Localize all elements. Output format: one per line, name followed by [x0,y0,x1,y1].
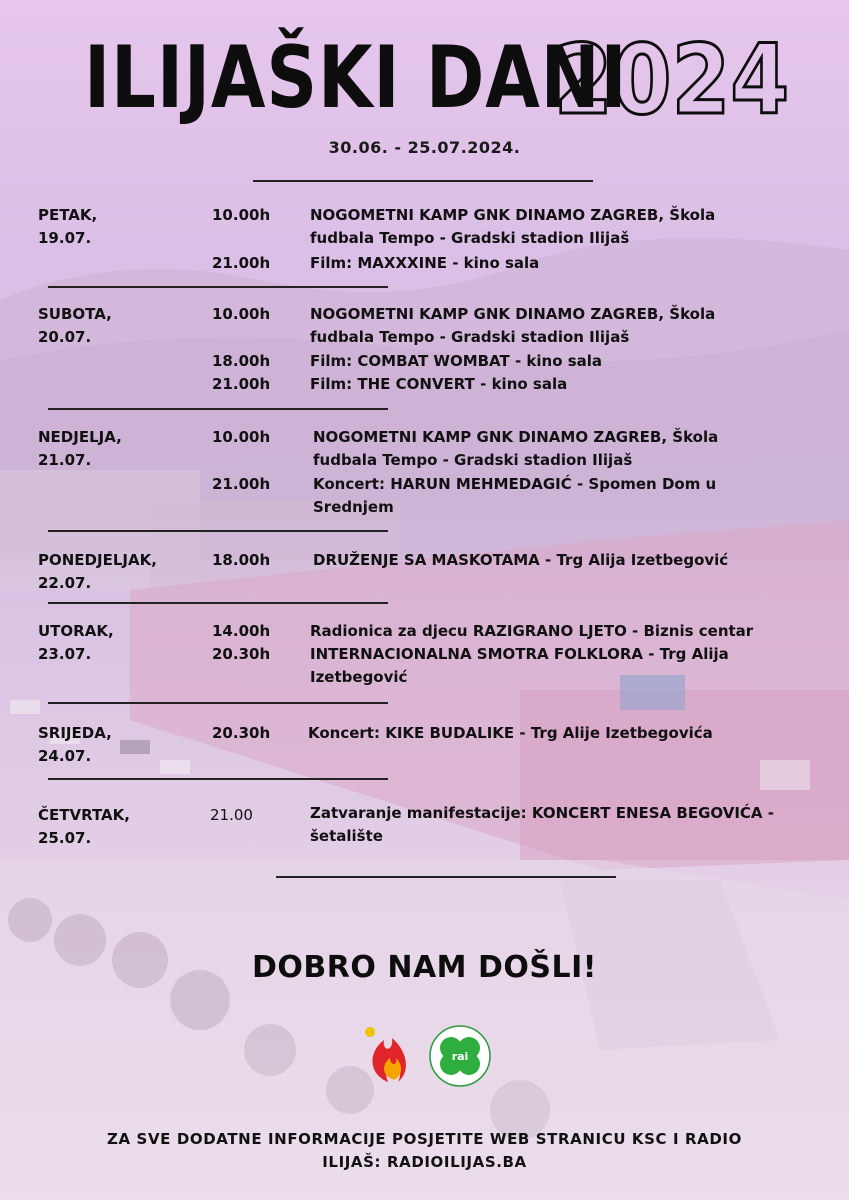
divider [253,180,593,182]
event-time: 10.00h [212,305,271,323]
divider [48,702,388,704]
sponsor-logos [360,1022,500,1092]
event-description: DRUŽENJE SA MASKOTAMA - Trg Alija Izetbegović [313,551,729,569]
event-time: 18.00h [212,551,271,569]
poster-year: 2024 [554,24,790,136]
clover-icon [430,1026,490,1086]
divider [48,286,388,288]
event-time: 14.00h [212,622,271,640]
day-label: NEDJELJA, 21.07. [38,428,122,469]
event-time: 20.30h [212,724,271,742]
divider [48,778,388,780]
event-time: 10.00h [212,206,271,224]
event-time: 21.00h [212,254,271,272]
footer-line: ILIJAŠ: RADIOILIJAS.BA [322,1153,527,1171]
day-label: UTORAK, 23.07. [38,622,114,663]
welcome-heading: DOBRO NAM DOŠLI! [252,950,597,985]
event-description: Film: THE CONVERT - kino sala [310,375,568,393]
event-description: Radionica za djecu RAZIGRANO LJETO - Biznis centar [310,622,754,640]
event-description: Film: COMBAT WOMBAT - kino sala [310,352,603,370]
event-time: 10.00h [212,428,271,446]
event-time: 21.00h [212,475,271,493]
day-label: PONEDJELJAK, 22.07. [38,551,157,592]
event-time: 20.30h [212,645,271,663]
event-description: NOGOMETNI KAMP GNK DINAMO ZAGREB, Škola fudbala Tempo - Gradski stadion Ilijaš [313,428,719,469]
divider [276,876,616,878]
day-label: ČETVRTAK, 25.07. [38,806,130,847]
day-label: PETAK, 19.07. [38,206,98,247]
day-label: SRIJEDA, 24.07. [38,724,112,765]
event-time: 21.00h [212,375,271,393]
day-label: SUBOTA, 20.07. [38,305,112,346]
poster-title: ILIJAŠKI DANI [84,28,628,128]
event-time: 21.00 [210,806,253,824]
event-description: Koncert: HARUN MEHMEDAGIĆ - Spomen Dom u Srednjem [313,475,717,516]
svg-text:rai: rai [451,1050,469,1063]
event-description: Koncert: KIKE BUDALIKE - Trg Alije Izetbegovića [308,724,713,742]
event-description: NOGOMETNI KAMP GNK DINAMO ZAGREB, Škola fudbala Tempo - Gradski stadion Ilijaš [310,305,716,346]
event-time: 18.00h [212,352,271,370]
event-description: NOGOMETNI KAMP GNK DINAMO ZAGREB, Škola fudbala Tempo - Gradski stadion Ilijaš [310,206,716,247]
title-row [84,24,790,140]
divider [48,602,388,604]
event-description: Film: MAXXXINE - kino sala [310,254,540,272]
divider [48,530,388,532]
flame-icon [365,1027,406,1082]
footer-line: ZA SVE DODATNE INFORMACIJE POSJETITE WEB STRANICU KSC I RADIO [107,1130,742,1148]
divider [48,408,388,410]
footer-info [60,1128,789,1174]
event-dates: 30.06. - 25.07.2024. [328,138,521,157]
event-description: INTERNACIONALNA SMOTRA FOLKLORA - Trg Alija Izetbegović [310,645,729,686]
event-description: Zatvaranje manifestacije: KONCERT ENESA BEGOVIĆA - šetalište [310,804,774,845]
